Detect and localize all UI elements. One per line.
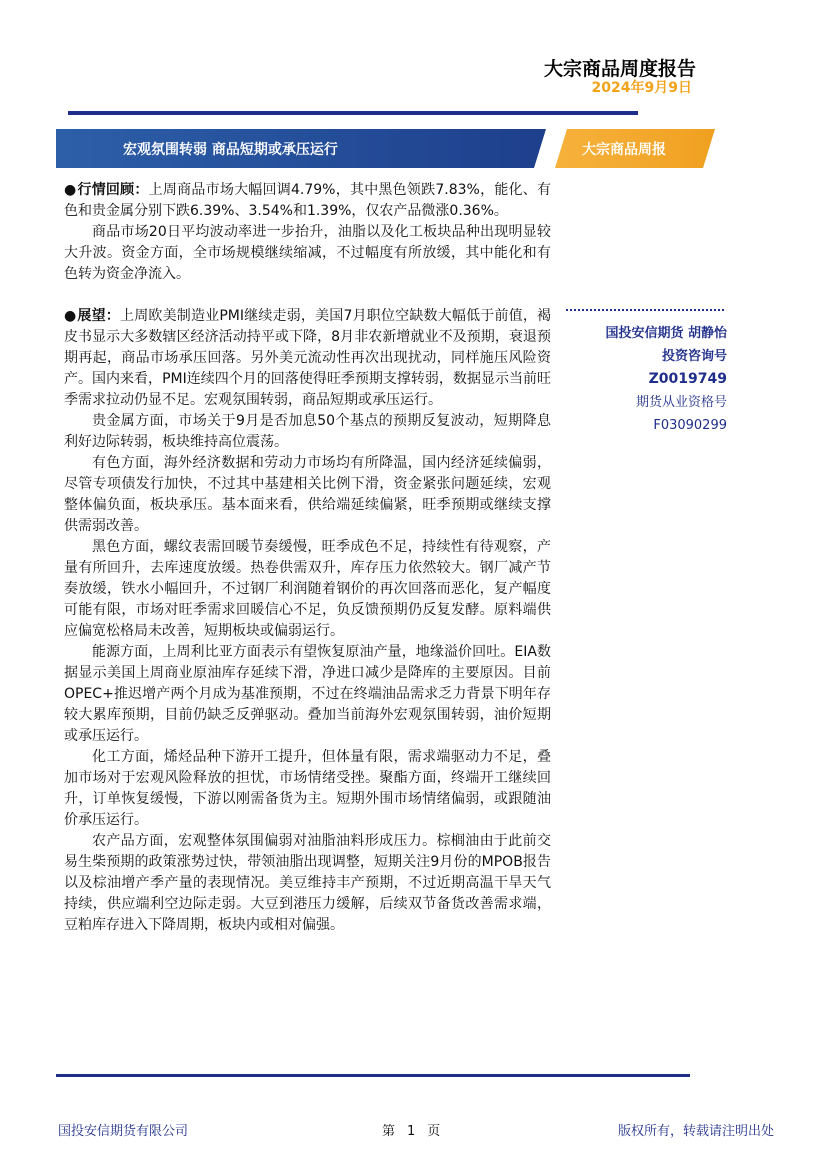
outlook-text: 上周欧美制造业PMI继续走弱，美国7月职位空缺数大幅低于前值，褐皮书显示大多数辖区经济活动持平或下降，8月非农新增就业不及预期，衰退预期再起，商品市场承压回落。另外美元流动性再次出现扰动，同样施压风险资产。国内来看，PMI连续四个月的回落使得旺季预期支撑转弱，数据显示当前旺季需求拉动仍显不足。宏观氛围转弱，商品短期或承压运行。: [64, 308, 552, 408]
banner-title: 宏观氛围转弱 商品短期或承压运行: [123, 142, 338, 158]
ferrous-paragraph: 黑色方面，螺纹表需回暖节奏缓慢，旺季成色不足，持续性有待观察，产量有所回升，去库速度放缓。热卷供需双升，库存压力依然较大。钢厂减产节奏放缓，铁水小幅回升，不过钢厂利润随着钢价的再次回落而恶化，复产幅度可能有限，市场对旺季需求回暖信心不足，负反馈预期仍反复发酵。原料端供应偏宽松格局未改善，短期板块或偏弱运行。: [64, 539, 551, 639]
qualification-label: 期货从业资格号: [635, 395, 727, 410]
qualification-number: F03090299: [653, 418, 727, 433]
review-text: 上周商品市场大幅回调4.79%，其中黑色领跌7.83%，能化、有色和贵金属分别下跌6.39%、3.54%和1.39%，仅农产品微涨0.36%。: [64, 182, 552, 219]
bullet-icon: ●: [64, 308, 77, 324]
agriculture-paragraph: 农产品方面，宏观整体氛围偏弱对油脂油料形成压力。棕榈油由于此前交易生柴预期的政策涨势过快，带领油脂出现调整，短期关注9月份的MPOB报告以及棕油增产季产量的表现情况。美豆维持丰产预期，不过近期高温干旱天气持续，供应端利空边际走弱。大豆到港压力缓解，后续双节备货改善需求端，豆粕库存进入下降周期，板块内或相对偏强。: [64, 833, 551, 933]
chemicals-paragraph: 化工方面，烯烃品种下游开工提升，但体量有限，需求端驱动力不足，叠加市场对于宏观风险释放的担忧，市场情绪受挫。聚酯方面，终端开工继续回升，订单恢复缓慢，下游以刚需备货为主。短期外围市场情绪偏弱，或跟随油价承压运行。: [64, 749, 551, 828]
outlook-paragraph: [64, 306, 551, 411]
footer-copyright: 版权所有，转载请注明出处: [617, 1124, 774, 1139]
review-paragraph-volatility: 商品市场20日平均波动率进一步抬升，油脂以及化工板块品种出现明显较大升波。资金方面，全市场规模继续缩减，不过幅度有所放缓，其中能化和有色转为资金净流入。: [64, 224, 551, 282]
footer-divider: [56, 1074, 690, 1077]
report-type-label: 大宗商品周报: [582, 142, 666, 158]
nonferrous-paragraph: 有色方面，海外经济数据和劳动力市场均有所降温，国内经济延续偏弱，尽管专项债发行加快，不过其中基建相关比例下滑，资金紧张问题延续，宏观整体偏负面，板块承压。基本面来看，供给端延续偏紧，旺季预期或继续支撑供需弱改善。: [64, 455, 551, 534]
outlook-heading: ●展望：: [64, 308, 120, 324]
header-divider: [68, 111, 638, 115]
analyst-info: [540, 322, 727, 437]
analyst-company-name: 国投安信期货 胡静怡: [605, 326, 727, 341]
consult-label: 投资咨询号: [661, 349, 727, 364]
review-heading: ●行情回顾：: [64, 182, 149, 198]
energy-paragraph: 能源方面，上周利比亚方面表示有望恢复原油产量，地缘溢价回吐。EIA数据显示美国上周商业原油库存延续下滑，净进口减少是降库的主要原因。目前OPEC+推迟增产两个月成为基准预期，不过在终端油品需求乏力背景下明年存较大累库预期，目前仍缺乏反弹驱动。叠加当前海外宏观氛围转弱，油价短期或承压运行。: [64, 644, 551, 744]
footer-company: 国投安信期货有限公司: [58, 1124, 189, 1139]
review-paragraph: [64, 180, 551, 222]
main-content: [64, 180, 551, 936]
page-number: 第 1 页: [382, 1124, 441, 1139]
precious-metals-paragraph: 贵金属方面，市场关于9月是否加息50个基点的预期反复波动，短期降息利好边际转弱，板块维持高位震荡。: [64, 413, 551, 450]
sidebar-dotted-divider: [566, 309, 724, 311]
consult-number: Z0019749: [648, 371, 727, 387]
bullet-icon: ●: [64, 182, 77, 198]
report-title: 大宗商品周度报告: [543, 58, 696, 80]
report-date: 2024年9月9日: [591, 80, 692, 96]
